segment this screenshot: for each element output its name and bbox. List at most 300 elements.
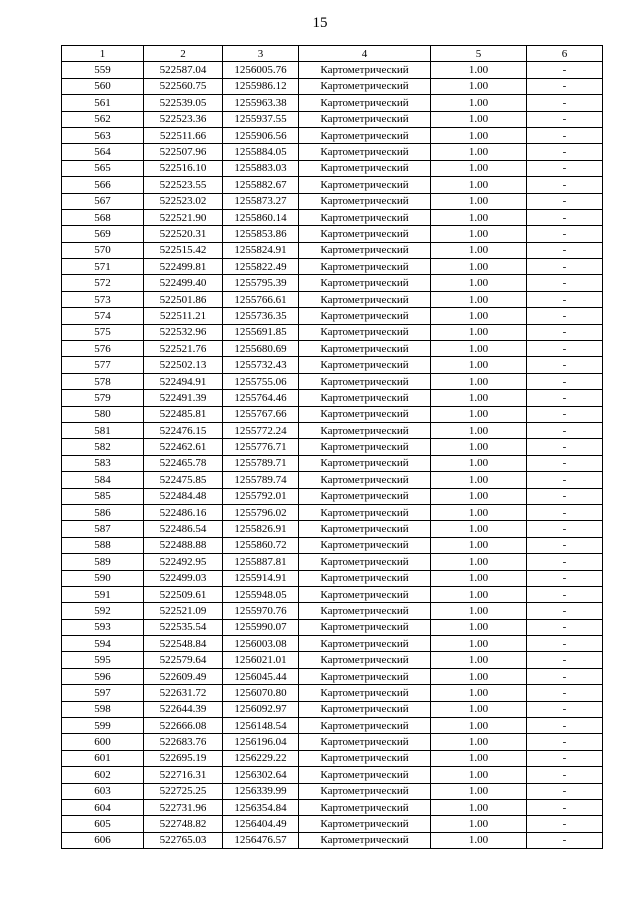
table-cell: -: [527, 504, 603, 520]
table-row: [62, 767, 603, 783]
table-cell: -: [527, 767, 603, 783]
table-cell: 564: [62, 144, 144, 160]
table-cell: -: [527, 422, 603, 438]
table-cell: 587: [62, 521, 144, 537]
table-cell: 1256003.08: [223, 636, 299, 652]
table-cell: 1256045.44: [223, 668, 299, 684]
table-cell: 571: [62, 259, 144, 275]
table-row: [62, 78, 603, 94]
table-row: [62, 373, 603, 389]
table-cell: 606: [62, 832, 144, 848]
table-row: [62, 324, 603, 340]
table-cell: 522511.66: [144, 127, 223, 143]
table-row: [62, 226, 603, 242]
table-cell: 596: [62, 668, 144, 684]
table-cell: 522731.96: [144, 799, 223, 815]
table-cell: 565: [62, 160, 144, 176]
table-cell: 522521.90: [144, 209, 223, 225]
table-cell: 522523.36: [144, 111, 223, 127]
table-cell: 1.00: [431, 275, 527, 291]
table-cell: -: [527, 832, 603, 848]
table-cell: 563: [62, 127, 144, 143]
table-cell: 522488.88: [144, 537, 223, 553]
table-cell: 522476.15: [144, 422, 223, 438]
table-cell: -: [527, 439, 603, 455]
table-cell: 1255796.02: [223, 504, 299, 520]
table-cell: 1255766.61: [223, 291, 299, 307]
table-cell: -: [527, 242, 603, 258]
table-cell: 1255906.56: [223, 127, 299, 143]
table-cell: 1.00: [431, 291, 527, 307]
table-cell: 522683.76: [144, 734, 223, 750]
table-cell: 573: [62, 291, 144, 307]
table-row: [62, 816, 603, 832]
table-cell: 1.00: [431, 308, 527, 324]
table-cell: Картометрический: [299, 111, 431, 127]
table-cell: Картометрический: [299, 242, 431, 258]
table-cell: 1.00: [431, 668, 527, 684]
table-row: [62, 193, 603, 209]
table-cell: 1.00: [431, 521, 527, 537]
table-cell: 1.00: [431, 734, 527, 750]
table-cell: -: [527, 455, 603, 471]
table-cell: 1.00: [431, 127, 527, 143]
table-cell: Картометрический: [299, 177, 431, 193]
table-cell: 1.00: [431, 62, 527, 78]
table-cell: Картометрический: [299, 701, 431, 717]
table-cell: 1255795.39: [223, 275, 299, 291]
table-row: [62, 422, 603, 438]
table-cell: 1.00: [431, 373, 527, 389]
table-cell: 1.00: [431, 144, 527, 160]
table-row: [62, 603, 603, 619]
table-cell: 1255882.67: [223, 177, 299, 193]
table-cell: 1255755.06: [223, 373, 299, 389]
table-cell: 575: [62, 324, 144, 340]
table-cell: Картометрический: [299, 537, 431, 553]
table-cell: 1255860.14: [223, 209, 299, 225]
table-cell: 522509.61: [144, 586, 223, 602]
table-cell: 1255789.71: [223, 455, 299, 471]
table-cell: 1255736.35: [223, 308, 299, 324]
table-row: [62, 439, 603, 455]
table-cell: 522521.76: [144, 341, 223, 357]
table-cell: Картометрический: [299, 275, 431, 291]
table-cell: Картометрический: [299, 160, 431, 176]
table-row: [62, 242, 603, 258]
table-cell: -: [527, 750, 603, 766]
table-cell: 1255772.24: [223, 422, 299, 438]
table-cell: Картометрический: [299, 472, 431, 488]
page-number: 15: [312, 15, 328, 31]
table-cell: 590: [62, 570, 144, 586]
table-cell: 1255776.71: [223, 439, 299, 455]
table-cell: 588: [62, 537, 144, 553]
table-cell: 1255853.86: [223, 226, 299, 242]
table-cell: 598: [62, 701, 144, 717]
table-cell: Картометрический: [299, 636, 431, 652]
table-cell: 1255767.66: [223, 406, 299, 422]
table-cell: 589: [62, 554, 144, 570]
table-cell: -: [527, 668, 603, 684]
table-cell: 522548.84: [144, 636, 223, 652]
table-cell: 566: [62, 177, 144, 193]
table-cell: -: [527, 341, 603, 357]
table-cell: 1.00: [431, 259, 527, 275]
table-cell: -: [527, 652, 603, 668]
table-row: [62, 144, 603, 160]
table-cell: 522511.21: [144, 308, 223, 324]
table-cell: 1255990.07: [223, 619, 299, 635]
table-row: [62, 586, 603, 602]
table-cell: Картометрический: [299, 619, 431, 635]
table-cell: 1.00: [431, 422, 527, 438]
table-cell: 1.00: [431, 636, 527, 652]
table-cell: 522765.03: [144, 832, 223, 848]
table-cell: 1.00: [431, 652, 527, 668]
table-cell: 576: [62, 341, 144, 357]
table-cell: Картометрический: [299, 144, 431, 160]
table-cell: 570: [62, 242, 144, 258]
table-cell: 569: [62, 226, 144, 242]
table-cell: 522502.13: [144, 357, 223, 373]
table-cell: 1.00: [431, 816, 527, 832]
table-cell: 522523.02: [144, 193, 223, 209]
table-cell: 522631.72: [144, 685, 223, 701]
table-cell: 522494.91: [144, 373, 223, 389]
table-cell: 1255948.05: [223, 586, 299, 602]
table-cell: 522499.40: [144, 275, 223, 291]
table-cell: 581: [62, 422, 144, 438]
table-cell: 562: [62, 111, 144, 127]
table-cell: 1256148.54: [223, 718, 299, 734]
table-cell: 1.00: [431, 111, 527, 127]
table-cell: Картометрический: [299, 685, 431, 701]
table-cell: 1.00: [431, 472, 527, 488]
table-cell: 591: [62, 586, 144, 602]
table-cell: 577: [62, 357, 144, 373]
table-cell: Картометрический: [299, 62, 431, 78]
table-row: [62, 554, 603, 570]
table-cell: 568: [62, 209, 144, 225]
table-cell: Картометрический: [299, 226, 431, 242]
table-cell: 522475.85: [144, 472, 223, 488]
table-cell: -: [527, 308, 603, 324]
table-row: [62, 619, 603, 635]
table-cell: 1255792.01: [223, 488, 299, 504]
table-cell: 584: [62, 472, 144, 488]
table-cell: Картометрический: [299, 668, 431, 684]
table-cell: Картометрический: [299, 652, 431, 668]
table-row: [62, 308, 603, 324]
table-cell: 605: [62, 816, 144, 832]
table-cell: -: [527, 226, 603, 242]
table-cell: -: [527, 324, 603, 340]
table-row: [62, 472, 603, 488]
table-cell: 522521.09: [144, 603, 223, 619]
table-cell: 1.00: [431, 78, 527, 94]
table-row: [62, 62, 603, 78]
table-cell: Картометрический: [299, 308, 431, 324]
table-cell: -: [527, 62, 603, 78]
table-cell: -: [527, 144, 603, 160]
table-cell: 522579.64: [144, 652, 223, 668]
table-cell: 522716.31: [144, 767, 223, 783]
table-row: [62, 275, 603, 291]
table-cell: 1.00: [431, 488, 527, 504]
table-cell: 1255986.12: [223, 78, 299, 94]
table-cell: 1.00: [431, 341, 527, 357]
table-cell: Картометрический: [299, 832, 431, 848]
table-cell: 1255691.85: [223, 324, 299, 340]
table-cell: 522486.16: [144, 504, 223, 520]
table-cell: 1.00: [431, 209, 527, 225]
table-row: [62, 357, 603, 373]
table-cell: 595: [62, 652, 144, 668]
table-cell: 1.00: [431, 570, 527, 586]
table-cell: 1.00: [431, 537, 527, 553]
table-cell: -: [527, 619, 603, 635]
table-cell: -: [527, 390, 603, 406]
coordinates-table: [61, 45, 603, 849]
table-row: [62, 701, 603, 717]
table-row: [62, 783, 603, 799]
table-cell: 1256070.80: [223, 685, 299, 701]
table-cell: 1.00: [431, 95, 527, 111]
table-row: [62, 504, 603, 520]
table-cell: Картометрический: [299, 767, 431, 783]
table-cell: Картометрический: [299, 193, 431, 209]
table-cell: -: [527, 488, 603, 504]
table-cell: 1.00: [431, 324, 527, 340]
table-cell: 1256229.22: [223, 750, 299, 766]
table-row: [62, 734, 603, 750]
table-cell: 1.00: [431, 357, 527, 373]
table-cell: 1.00: [431, 767, 527, 783]
table-cell: 1.00: [431, 177, 527, 193]
table-cell: Картометрический: [299, 750, 431, 766]
table-cell: 1.00: [431, 603, 527, 619]
table-cell: 522486.54: [144, 521, 223, 537]
table-row: [62, 537, 603, 553]
table-row: [62, 521, 603, 537]
table-cell: 1255873.27: [223, 193, 299, 209]
table-cell: -: [527, 406, 603, 422]
table-cell: 522520.31: [144, 226, 223, 242]
table-row: [62, 111, 603, 127]
table-cell: 1255884.05: [223, 144, 299, 160]
table-cell: -: [527, 177, 603, 193]
table-cell: Картометрический: [299, 439, 431, 455]
table-cell: 1256354.84: [223, 799, 299, 815]
table-cell: 522492.95: [144, 554, 223, 570]
table-cell: 1.00: [431, 504, 527, 520]
table-cell: 1255732.43: [223, 357, 299, 373]
table-cell: Картометрический: [299, 127, 431, 143]
table-row: [62, 291, 603, 307]
table-row: [62, 832, 603, 848]
table-row: [62, 455, 603, 471]
table-cell: -: [527, 603, 603, 619]
table-cell: Картометрический: [299, 390, 431, 406]
table-cell: 1255887.81: [223, 554, 299, 570]
header-cell: 3: [223, 46, 299, 62]
table-cell: -: [527, 685, 603, 701]
table-cell: 1.00: [431, 455, 527, 471]
table-cell: Картометрический: [299, 78, 431, 94]
table-cell: -: [527, 193, 603, 209]
table-cell: -: [527, 209, 603, 225]
header-cell: 5: [431, 46, 527, 62]
table-cell: -: [527, 259, 603, 275]
table-cell: 1255789.74: [223, 472, 299, 488]
table-cell: 600: [62, 734, 144, 750]
table-cell: 522491.39: [144, 390, 223, 406]
header-cell: 6: [527, 46, 603, 62]
table-cell: -: [527, 357, 603, 373]
table-cell: 582: [62, 439, 144, 455]
table-cell: 522462.61: [144, 439, 223, 455]
table-cell: 579: [62, 390, 144, 406]
table-cell: 522725.25: [144, 783, 223, 799]
table-cell: 522523.55: [144, 177, 223, 193]
table-cell: 1.00: [431, 832, 527, 848]
table-cell: Картометрический: [299, 455, 431, 471]
table-cell: Картометрический: [299, 554, 431, 570]
table-cell: -: [527, 783, 603, 799]
table-cell: 601: [62, 750, 144, 766]
table-cell: 522535.54: [144, 619, 223, 635]
table-row: [62, 209, 603, 225]
table-cell: -: [527, 586, 603, 602]
table-cell: Картометрический: [299, 586, 431, 602]
table-row: [62, 95, 603, 111]
table-cell: -: [527, 127, 603, 143]
header-row: [62, 46, 603, 62]
table-cell: 1.00: [431, 406, 527, 422]
table-cell: 1.00: [431, 439, 527, 455]
table-cell: 1256404.49: [223, 816, 299, 832]
table-cell: Картометрический: [299, 734, 431, 750]
table-cell: Картометрический: [299, 504, 431, 520]
table-cell: -: [527, 718, 603, 734]
table-cell: 1256476.57: [223, 832, 299, 848]
table-cell: 522499.81: [144, 259, 223, 275]
table-cell: 1.00: [431, 685, 527, 701]
table-header: [62, 46, 603, 62]
table-cell: 1255937.55: [223, 111, 299, 127]
table-cell: 604: [62, 799, 144, 815]
table-row: [62, 488, 603, 504]
table-cell: 586: [62, 504, 144, 520]
table-cell: 1255680.69: [223, 341, 299, 357]
table-cell: 1.00: [431, 586, 527, 602]
table-cell: 597: [62, 685, 144, 701]
table-cell: 522644.39: [144, 701, 223, 717]
table-cell: 559: [62, 62, 144, 78]
table-cell: -: [527, 521, 603, 537]
table-cell: -: [527, 816, 603, 832]
table-cell: -: [527, 799, 603, 815]
table-cell: -: [527, 734, 603, 750]
table-cell: Картометрический: [299, 357, 431, 373]
table-cell: 594: [62, 636, 144, 652]
table-cell: 1255860.72: [223, 537, 299, 553]
table-cell: 1255883.03: [223, 160, 299, 176]
table-cell: -: [527, 472, 603, 488]
table-cell: -: [527, 78, 603, 94]
table-cell: -: [527, 373, 603, 389]
table-cell: 1255970.76: [223, 603, 299, 619]
table-cell: 592: [62, 603, 144, 619]
table-row: [62, 390, 603, 406]
table-cell: 522532.96: [144, 324, 223, 340]
table-cell: Картометрический: [299, 718, 431, 734]
table-cell: 1256196.04: [223, 734, 299, 750]
table-cell: 1.00: [431, 242, 527, 258]
table-cell: -: [527, 701, 603, 717]
table-cell: -: [527, 291, 603, 307]
table-cell: Картометрический: [299, 783, 431, 799]
table-cell: 522484.48: [144, 488, 223, 504]
table-cell: 1.00: [431, 193, 527, 209]
table-cell: 1.00: [431, 619, 527, 635]
table-body: [62, 62, 603, 849]
table-row: [62, 127, 603, 143]
table-cell: Картометрический: [299, 603, 431, 619]
table-cell: 578: [62, 373, 144, 389]
table-cell: 599: [62, 718, 144, 734]
table-cell: 1256302.64: [223, 767, 299, 783]
table-cell: Картометрический: [299, 259, 431, 275]
table-row: [62, 668, 603, 684]
table-row: [62, 341, 603, 357]
table-cell: 522501.86: [144, 291, 223, 307]
table-row: [62, 652, 603, 668]
table-row: [62, 718, 603, 734]
table-cell: 561: [62, 95, 144, 111]
table-cell: 522485.81: [144, 406, 223, 422]
table-cell: 593: [62, 619, 144, 635]
table-row: [62, 177, 603, 193]
table-cell: Картометрический: [299, 816, 431, 832]
table-cell: Картометрический: [299, 341, 431, 357]
table-cell: 522539.05: [144, 95, 223, 111]
table-cell: -: [527, 537, 603, 553]
table-cell: Картометрический: [299, 209, 431, 225]
table-cell: Картометрический: [299, 422, 431, 438]
table-cell: 572: [62, 275, 144, 291]
table-cell: 522748.82: [144, 816, 223, 832]
table-row: [62, 160, 603, 176]
header-cell: 1: [62, 46, 144, 62]
table-cell: 1256021.01: [223, 652, 299, 668]
table-cell: -: [527, 570, 603, 586]
table-row: [62, 259, 603, 275]
table-cell: 1255963.38: [223, 95, 299, 111]
table-cell: 522587.04: [144, 62, 223, 78]
table-cell: 567: [62, 193, 144, 209]
table-cell: -: [527, 111, 603, 127]
table-cell: Картометрический: [299, 570, 431, 586]
table-cell: Картометрический: [299, 799, 431, 815]
table-cell: 522515.42: [144, 242, 223, 258]
table-cell: 522465.78: [144, 455, 223, 471]
table-cell: 1255914.91: [223, 570, 299, 586]
table-cell: Картометрический: [299, 488, 431, 504]
table-cell: 1.00: [431, 554, 527, 570]
table-cell: -: [527, 275, 603, 291]
